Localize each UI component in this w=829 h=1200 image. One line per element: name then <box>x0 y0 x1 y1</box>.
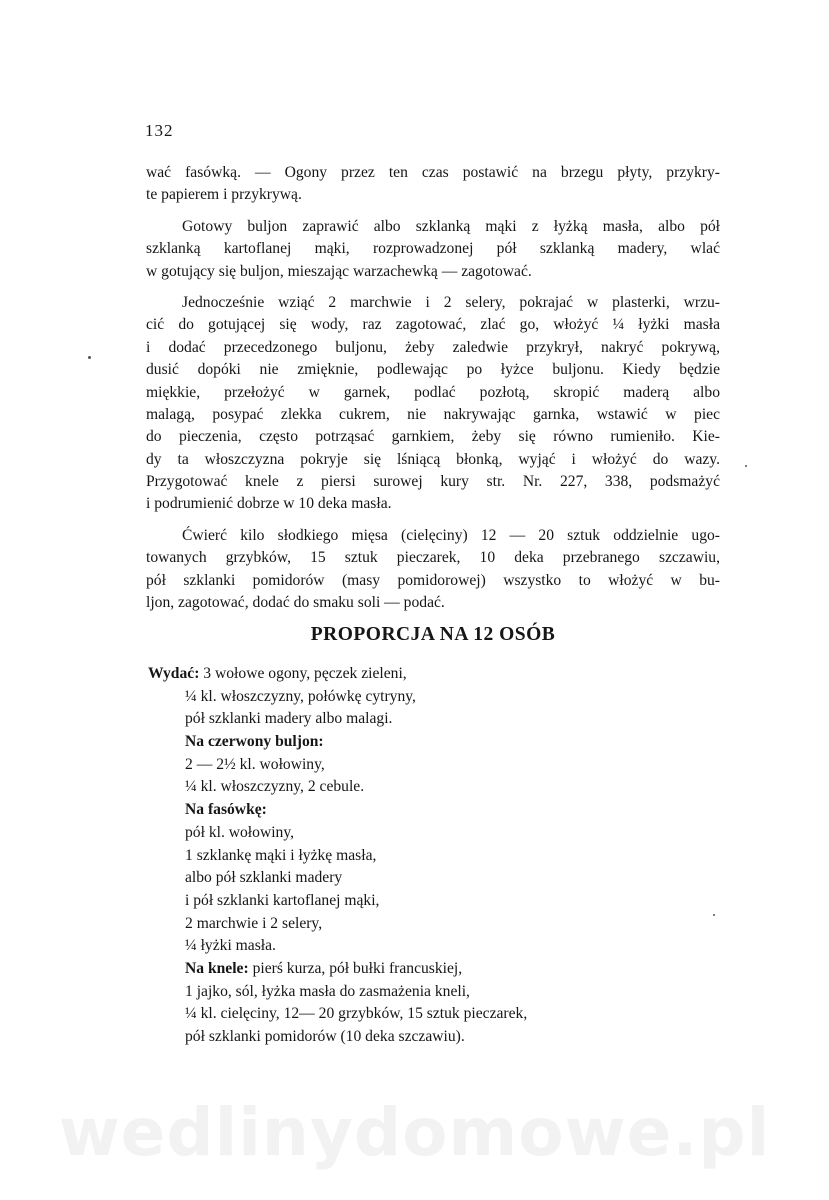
ingredient-line: pół szklanki pomidorów (10 deka szczawiu). <box>185 1028 465 1045</box>
ingredient-line: albo pół szklanki madery <box>185 869 343 887</box>
text-line: Jednocześnie wziąć 2 marchwie i 2 selery, pokrajać w plasterki, wrzu- <box>182 293 720 311</box>
ingredient-line: Na knele: pierś kurza, pół bułki francuskiej, <box>185 959 463 977</box>
scan-speck <box>745 465 747 467</box>
text-line: Przygotować knele z piersi surowej kury str. Nr. 227, 338, podsmażyć <box>146 473 720 491</box>
text-line: miękkie, przełożyć w garnek, podlać pozłotą, skropić maderą albo <box>146 383 720 401</box>
text-line: te papierem i przykrywą. <box>146 186 302 204</box>
text-line: Gotowy buljon zaprawić albo szklanką mąki z łyżką masła, albo pół <box>182 217 720 235</box>
ingredient-line: pół szklanki madery albo malagi. <box>185 710 393 728</box>
ingredient-line: ¼ kl. włoszczyzny, 2 cebule. <box>185 778 365 796</box>
text-line: i dodać przecedzonego buljonu, żeby zaledwie przykrył, nakryć pokrywą, <box>146 338 720 356</box>
text-line: cić do gotującej się wody, raz zagotować, zlać go, włożyć ¼ łyżki masła <box>146 316 720 334</box>
recipe-text <box>146 162 720 614</box>
ingredient-line: 2 marchwie i 2 selery, <box>185 914 323 932</box>
ingredient-list <box>148 663 628 1049</box>
scan-speck <box>713 914 715 916</box>
text-line: dy ta włoszczyzna pokryje się lśniącą błonką, wyjąć i włożyć do wazy. <box>146 450 720 468</box>
scan-speck <box>88 356 91 359</box>
ingredient-line: ¼ kl. włoszczyzny, połówkę cytryny, <box>185 687 416 705</box>
ingredient-line: Wydać: 3 wołowe ogony, pęczek zieleni, <box>148 665 407 682</box>
text-line: malagą, posypać zlekka cukrem, nie nakrywając garnka, wstawić w piec <box>146 405 720 423</box>
text-line: i podrumienić dobrze w 10 deka masła. <box>146 495 392 513</box>
ingredient-line: 1 jajko, sól, łyżka masła do zasmażenia kneli, <box>185 982 470 1000</box>
ingredient-line: pół kl. wołowiny, <box>185 823 295 841</box>
ingredient-line: 1 szklankę mąki i łyżkę masła, <box>185 846 377 864</box>
text-line: wać fasówką. — Ogony przez ten czas postawić na brzegu płyty, przykry- <box>146 164 720 181</box>
ingredient-line: ¼ łyżki masła. <box>185 937 276 955</box>
text-line: do pieczenia, często potrząsać garnkiem, żeby się równo rumieniło. Kie- <box>146 428 720 446</box>
watermark: wedlinydomowe.pl <box>58 1094 771 1171</box>
ingredient-line: 2 — 2½ kl. wołowiny, <box>185 755 325 773</box>
subheading: Na knele: <box>185 959 249 977</box>
page-number: 132 <box>145 121 174 140</box>
text-line: Ćwierć kilo słodkiego mięsa (cielęciny) 12 — 20 sztuk oddzielnie ugo- <box>182 526 720 544</box>
text-line: pół szklanki pomidorów (masy pomidorowej) wszystko to włożyć w bu- <box>146 571 720 589</box>
text-line: w gotujący się buljon, mieszając warzachewką — zagotować. <box>146 262 532 280</box>
subheading: Na fasówkę: <box>185 801 267 819</box>
section-title: PROPORCJA NA 12 OSÓB <box>310 624 556 645</box>
subheading: Na czerwony buljon: <box>185 733 324 751</box>
text-line: szklanką kartoflanej mąki, rozprowadzonej pół szklanką madery, wlać <box>146 240 720 258</box>
text-line: ljon, zagotować, dodać do smaku soli — podać. <box>146 594 445 612</box>
text-line: dusić dopóki nie zmięknie, podlewając po łyżce buljonu. Kiedy będzie <box>146 361 720 379</box>
lead-label: Wydać: <box>148 665 200 682</box>
text-line: towanych grzybków, 15 sztuk pieczarek, 10 deka przebranego szczawiu, <box>146 549 720 567</box>
ingredient-line: i pół szklanki kartoflanej mąki, <box>185 891 380 909</box>
ingredient-line: ¼ kl. cielęciny, 12— 20 grzybków, 15 sztuk pieczarek, <box>185 1005 528 1023</box>
